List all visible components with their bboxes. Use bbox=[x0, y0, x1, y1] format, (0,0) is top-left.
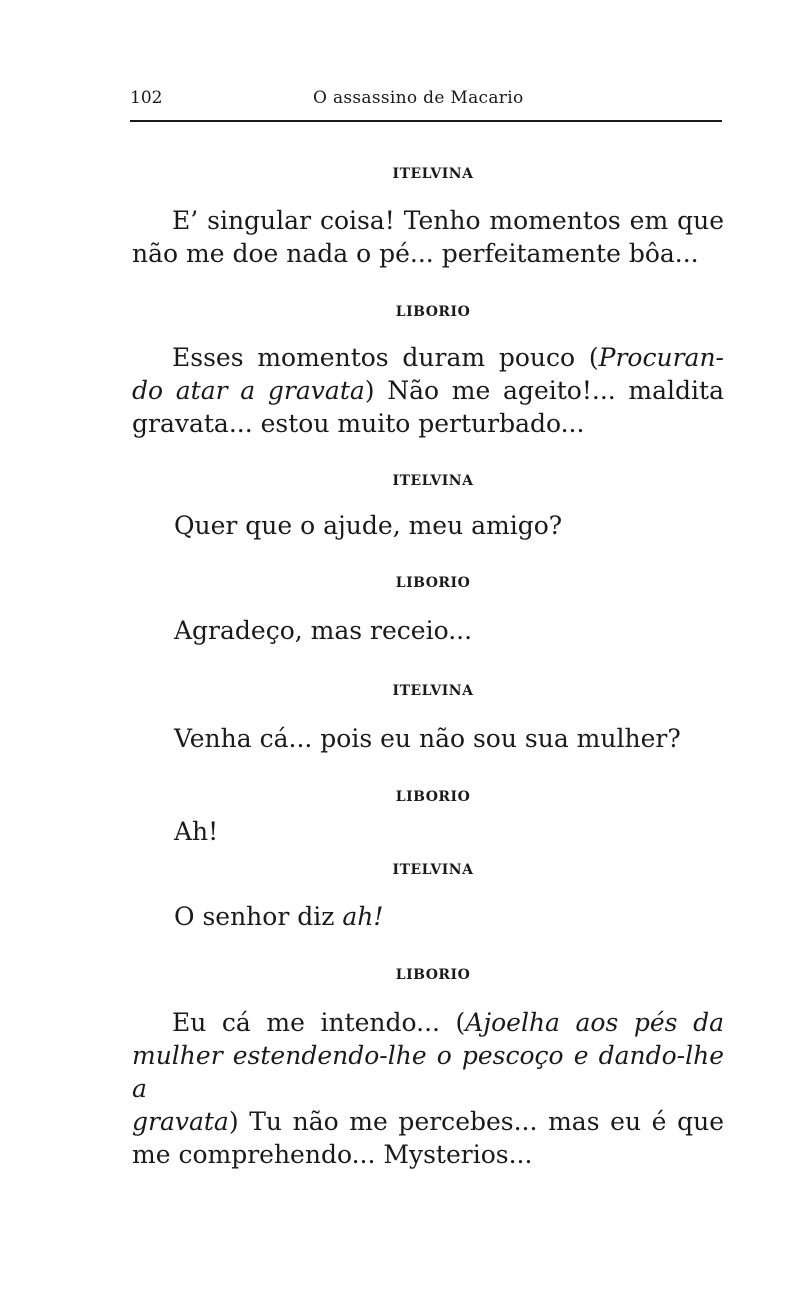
speech-block bbox=[132, 1006, 724, 1171]
speech-text: gravata... estou muito perturbado... bbox=[132, 409, 585, 438]
stage-direction: Procuran- bbox=[598, 343, 724, 372]
speech-line bbox=[132, 341, 724, 374]
stage-direction: mulher estendendo-lhe o pescoço e dando-lhe a bbox=[132, 1041, 724, 1103]
stage-direction: Ajoelha aos pés da bbox=[465, 1008, 724, 1037]
speech-line bbox=[132, 1138, 724, 1171]
header-rule bbox=[130, 120, 722, 122]
speech-line bbox=[132, 509, 724, 542]
speech-block bbox=[132, 815, 724, 848]
speech-text: ) Tu não me percebes... mas eu é que bbox=[228, 1107, 724, 1136]
running-head bbox=[130, 88, 722, 114]
speech-line bbox=[132, 1039, 724, 1105]
speaker-name: LIBORIO bbox=[395, 789, 471, 805]
speech-line bbox=[132, 722, 724, 755]
speech-text: ) Não me ageito!... maldita bbox=[364, 376, 724, 405]
stage-direction: do atar a gravata bbox=[132, 376, 365, 405]
speech-line bbox=[132, 374, 724, 407]
speaker-name: LIBORIO bbox=[395, 967, 471, 983]
speaker-name: LIBORIO bbox=[395, 304, 471, 320]
speech-text: Eu cá me intendo... ( bbox=[172, 1008, 466, 1037]
stage-direction: gravata bbox=[132, 1107, 229, 1136]
speech-text: Quer que o ajude, meu amigo? bbox=[174, 511, 563, 540]
speech-line bbox=[132, 407, 724, 440]
stage-direction: ah! bbox=[342, 902, 384, 931]
speech-block bbox=[132, 614, 724, 647]
speaker-name: ITELVINA bbox=[392, 683, 474, 699]
speaker-name: ITELVINA bbox=[392, 166, 474, 182]
speech-line bbox=[132, 1105, 724, 1138]
speaker-name: ITELVINA bbox=[392, 473, 474, 489]
page-number: 102 bbox=[130, 88, 163, 108]
speech-text: E’ singular coisa! Tenho momentos em que bbox=[172, 206, 724, 235]
speech-line bbox=[132, 900, 724, 933]
speech-line bbox=[132, 1006, 724, 1039]
speech-block bbox=[132, 341, 724, 440]
speech-block bbox=[132, 204, 724, 270]
speech-text: Esses momentos duram pouco ( bbox=[172, 343, 599, 372]
speech-line bbox=[132, 614, 724, 647]
speech-text: não me doe nada o pé... perfeitamente bôa... bbox=[132, 239, 699, 268]
speech-text: O senhor diz bbox=[174, 902, 343, 931]
running-title: O assassino de Macario bbox=[313, 88, 524, 108]
speaker-name: LIBORIO bbox=[395, 575, 471, 591]
speech-text: Ah! bbox=[174, 817, 219, 846]
speech-line bbox=[132, 815, 724, 848]
speech-text: me comprehendo... Mysterios... bbox=[132, 1140, 533, 1169]
speech-text: Venha cá... pois eu não sou sua mulher? bbox=[174, 724, 681, 753]
speech-line bbox=[132, 237, 724, 270]
speech-block bbox=[132, 722, 724, 755]
speech-block bbox=[132, 509, 724, 542]
speech-text: Agradeço, mas receio... bbox=[174, 616, 473, 645]
speech-block bbox=[132, 900, 724, 933]
speech-line bbox=[132, 204, 724, 237]
speaker-name: ITELVINA bbox=[392, 862, 474, 878]
